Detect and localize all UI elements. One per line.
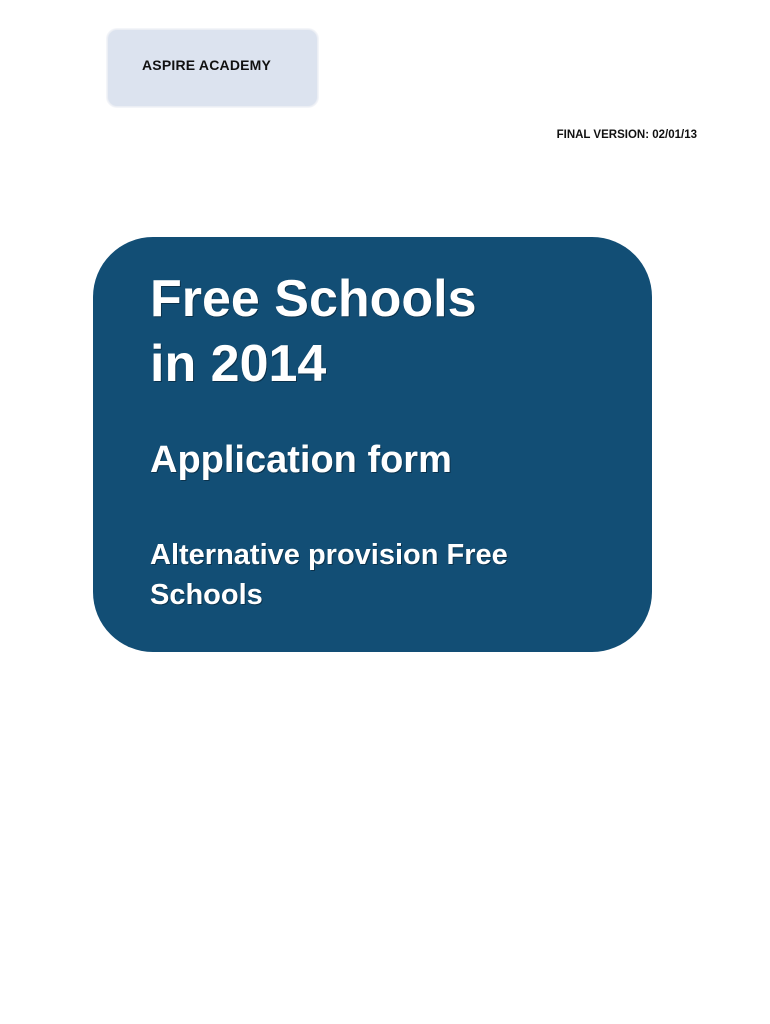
cover-title-line-1: Free Schools: [150, 270, 477, 328]
cover-subtitle: Application form: [150, 439, 452, 481]
cover-provision-type: Alternative provision Free Schools: [150, 539, 508, 611]
academy-name-box: [107, 29, 318, 107]
cover-title-line-2: in 2014: [150, 335, 327, 393]
academy-name: ASPIRE ACADEMY: [142, 57, 272, 73]
cover-title: [150, 267, 610, 397]
version-label: FINAL VERSION: 02/01/13: [556, 129, 697, 141]
cover-panel: [93, 237, 652, 652]
